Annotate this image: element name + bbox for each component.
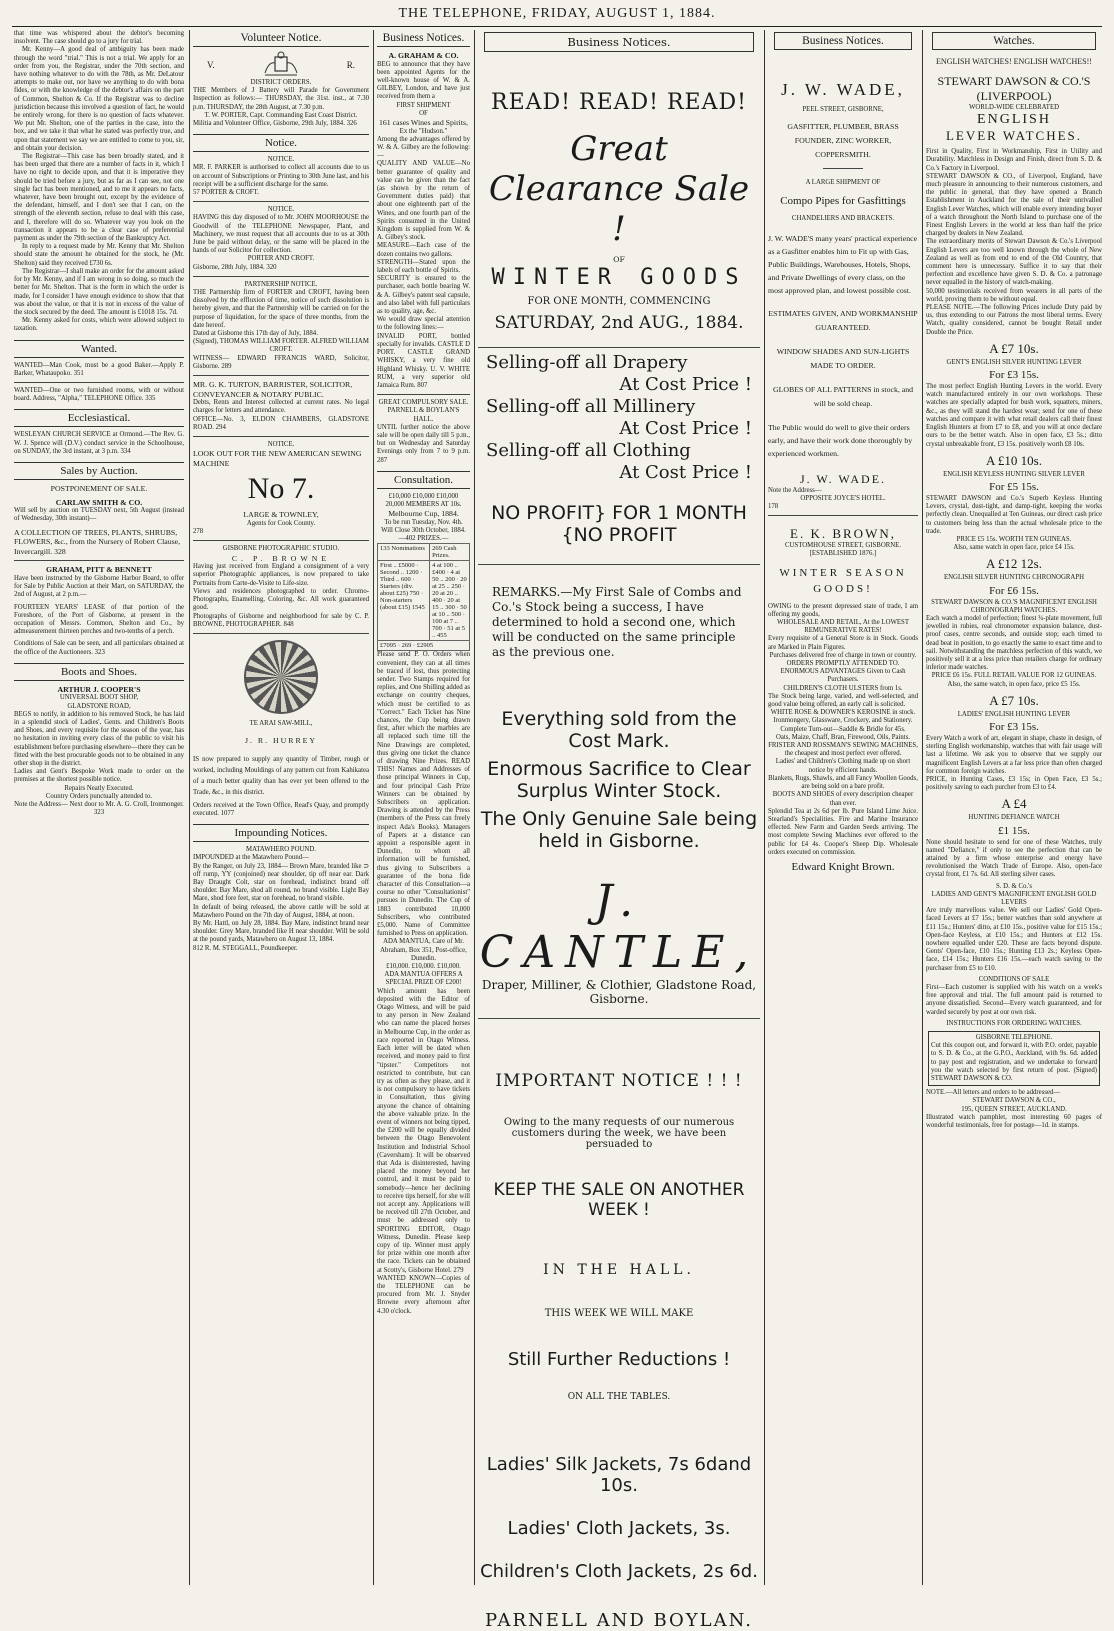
divider: [193, 540, 369, 541]
notice-label: NOTICE.: [267, 441, 295, 449]
english-watches: ENGLISH WATCHES! ENGLISH WATCHES!!: [936, 57, 1092, 66]
window-shades: WINDOW SHADES AND SUN-LIGHTS MADE TO ORDER.: [776, 346, 910, 370]
watch-price: A £12 12s.: [986, 556, 1042, 572]
divider: [193, 201, 369, 202]
read-banner: READ! READ! READ!: [491, 90, 747, 115]
volunteer-signature: T. W. PORTER, Capt. Commanding East Coast District.: [204, 111, 358, 119]
brown-text: The Stock being large, varied, and well-selected, and good value being offered, an early call is solicited.: [768, 692, 918, 709]
lever-watches: LEVER WATCHES.: [945, 128, 1083, 144]
notice-label: PARTNERSHIP NOTICE.: [244, 280, 318, 288]
agent-subtitle: Agents for Cook County.: [246, 520, 316, 528]
sacrifice-line: Enormous Sacrifice to Clear Surplus Winter Stock.: [487, 757, 751, 802]
coat-of-arms-icon: [261, 51, 301, 79]
firm-text: We would draw special attention to the following lines:—: [377, 316, 470, 332]
wholesale: WHOLESALE AND RETAIL, At the LOWEST REMUNERATIVE RATES!: [777, 619, 909, 635]
divider: [377, 394, 470, 395]
selling-item: Selling-off all Millinery: [486, 395, 696, 417]
impound-text: By Mr. Hattl, on July 28, 1884. Bay Mare, indistinct brand near shoulder. Grey Mare, branded like H near shoulder. Will be sold at the pound yards, Matawhero on August 13, 1884.: [193, 919, 369, 944]
silk-jackets: Ladies' Silk Jackets, 7s 6dand 10s.: [486, 1453, 752, 1496]
section-heading-boots: Boots and Shoes.: [14, 663, 184, 681]
impound-signature: 812 R. M. STEGGALL, Poundkeeper.: [193, 944, 298, 952]
cost-price: At Cost Price !: [619, 417, 752, 439]
watch-text: The extraordinary merits of Stewart Dawson & Co.'s Liverpool English Levers are too well known through the whole of New Zealand as well as from end to end of the Old Country, that comment here is unnecessary. Suffice it to say that their perfection and excellence have given S. D. & Co. a patronage never equalled in the history of watch-making.: [926, 238, 1102, 287]
brown-text: Oats, Maize, Chaff, Bran, Firewood, Oils, Paints.: [775, 733, 911, 741]
watch-name: GENT'S ENGLISH SILVER HUNTING LEVER: [946, 358, 1082, 366]
notice-label: NOTICE.: [267, 156, 295, 164]
column-heading: Volunteer Notice.: [193, 30, 369, 47]
divider: [193, 276, 369, 277]
column-wade-brown: [768, 30, 918, 1585]
news-paragraph: In reply to a request made by Mr. Kenny that Mr. Shelton should state the amount he obtained for the stock, he (Mr. Shelton) said they received £730 6s.: [14, 243, 184, 267]
coupon-text: Cut this coupon out, and forward it, with P.O. order, payable to S. D. & Co., at the G.P.O., Auckland, with 9s. 6d. added to pay post and registration, and we undertake to forward you the watch selected by first return of post. (Signed) STEWART DAWSON & CO.: [931, 1042, 1097, 1083]
column-divider: [373, 30, 374, 1585]
cup-date: To be run Tuesday, Nov. 4th.: [384, 518, 463, 526]
cost-mark-line: Everything sold from the Cost Mark.: [501, 707, 737, 752]
sawmill-orders: Orders received at the Town Office, Read's Quay, and promptly executed. 1077: [193, 801, 369, 817]
column-heading: Business Notices.: [484, 32, 754, 52]
important-notice: IMPORTANT NOTICE ! ! !: [495, 1070, 743, 1091]
section-heading-notice: Notice.: [193, 134, 369, 152]
pound-name: MATAWHERO POUND.: [246, 846, 316, 854]
brown-text: Ladies' and Children's Clothing made up on short notice by efficient hands.: [775, 758, 911, 774]
special-prize-text: Which amount has been deposited with the Editor of Otago Witness, and will be paid to any person in New Zealand who can name the placed horses in Melbourne Cup, in the order as race reported in Otago Witness. Each letter will be dated when received, and money paid to first "tipster." Competitors not restricted to contribute, but can try as often as they please, and it is not compulsory to have tickets in Consultation, thus giving anyone the chance of obtaining the above valuable prize. In the event of winners not being tipped, the £200 will be equally divided between the Otago Benevolent Institution and Industrial School (Caversham). It will be observed that Ada is disinterested, having placed the money beyond her control, and it must be paid to somebody—hence her declining to receive tips herself, for she will not accept any. Applications will be received till 27th October, and must be addressed only to SPORTING EDITOR, Otago Witness, Dunedin. Please keep copy of tip. Winner must apply for prize within one month after the race. Tickets can be obtained at Scotty's, Gisborne Hotel. 279: [377, 987, 470, 1274]
photographer-name: C. P. BROWNE: [231, 553, 331, 563]
auction-text: Have been instructed by the Gisborne Harbor Board, to offer for Sale by Public Auction at their Mart, on SATURDAY, the 2nd of August, at 2 p.m.—: [14, 574, 184, 599]
sale-venue: PARNELL & BOYLAN'S HALL.: [387, 407, 460, 423]
watch-price: A £7 10s.: [989, 340, 1039, 356]
ad-number: 178: [768, 503, 779, 511]
sale-text: UNTIL further notice the above sale will be open daily till 5 p.m., but on Wednesday and Saturday Evenings only from 7 to 9 p.m. 287: [377, 423, 470, 464]
saw-blade-icon: [244, 640, 318, 714]
district-orders: DISTRICT ORDERS.: [250, 79, 312, 86]
brown-text: FRISTER AND ROSSMAN'S SEWING MACHINES, the cheapest and most perfect ever offered.: [768, 742, 918, 758]
sdc-address: 195, QUEEN STREET, AUCKLAND.: [961, 1105, 1067, 1113]
firm-text: INVALID PORT, bottled specially for invalids. CASTLE D PORT. CASTLE GRAND WHISKY, a very fine old Highland Whisky. U. V. WHITE RUM, a very superior old Jamaica Rum. 807: [377, 332, 470, 389]
volunteer-office: Militia and Volunteer Office, Gisborne, 29th July, 1884. 326: [193, 120, 357, 128]
shipment-label: A LARGE SHIPMENT OF: [805, 179, 881, 187]
brown-text: Every requisite of a General Store is in Stock. Goods are Marked in Plain Figures.: [768, 635, 918, 651]
firm-text: STRENGTH—Stated upon the labels of each bottle of Spirits.: [377, 258, 470, 275]
auction-lot: A COLLECTION OF TREES, PLANTS, SHRUBS, FLOWERS, &c., from the Nursery of Robert Clause, Invercargill. 328: [14, 527, 181, 556]
divider: [478, 347, 760, 348]
auction-lot: FOURTEEN YEARS' LEASE of that portion of the Foreshore, of the Port of Gisborne, at present in the occupation of Messrs. Common, Shelton and Co., by admeasurement thirteen perches and two-tenths of a perch.: [14, 603, 184, 636]
divider: [823, 168, 863, 169]
studio-text: Views and residences photographed to order. Chromo-Photographs, Enamelling, Coloring, &c. All work guaranteed good.: [193, 587, 369, 612]
prize-amount: £10,000 £10,000 £10,000: [388, 492, 459, 500]
shop-text: Ladies and Gent's Bespoke Work made to order on the premises at the shortest possible notice.: [14, 768, 184, 784]
table-cell: 4 at 100 .. £400 · 4 at 50 .. 200 · 20 at 25 .. 250 · 20 at 20 .. 400 · 20 at 15 .. 300 · 50 at 10 .. 500 · 100 at 7 .. 700 · 51 at 5 .. 455: [430, 561, 470, 641]
prize-table: [377, 543, 470, 651]
hall-label: IN THE HALL.: [543, 1261, 695, 1278]
clearance-sale-title: Great Clearance Sale !: [488, 129, 750, 249]
studio-text: Photographs of Gisborne and neighborhood for sale by C. P. BROWNE, PHOTOGRAPHER. 848: [193, 612, 369, 628]
news-paragraph: Mr. Kenny asked for costs, which were allowed subject to taxation.: [14, 317, 184, 333]
column-heading: Business Notices.: [774, 32, 912, 50]
impound-text: IMPOUNDED at the Matawhero Pound—: [193, 854, 309, 862]
watch-text: PRICE £6 15s. FULL RETAIL VALUE FOR 12 GUINEAS.: [931, 672, 1097, 680]
watch-price: A £4: [1001, 796, 1027, 812]
no-profit-banner: NO PROFIT} FOR 1 MONTH {NO PROFIT: [491, 501, 747, 546]
notice-text: HAVING this day disposed of to Mr. JOHN MOORHOUSE the Goodwill of the TELEPHONE Newspaper, Plant, and Machinery, we must request that all accounts due to us at 30th June be paid without delay, or the same will be placed in the hands of our Solicitor for collection.: [193, 214, 369, 255]
watch-text: Illustrated watch pamphlet, most interesting 60 pages of wonderful testimonials, free for postage—1d. in stamps.: [926, 1113, 1102, 1130]
watch-text: PLEASE NOTE.—The following Prices include Duty paid by us, thus extending to our Patrons the most liberal terms. Every Watch, quality considered, cannot be bought Retail under Double the Price.: [926, 304, 1102, 336]
news-paragraph: Mr. Kenny—A good deal of ambiguity has been made through the word "trial." This is not a trial. We apply for an order from you, the Registrar, under the 70th section, and have nothing whatever to do with the 78th, as Mr. DeLatour attempts to make out, nor have we anything to do with bona fides, or with the knowledge of the debtor's affairs on the part of Common, Shelton & Co. If the Registrar was to decline jurisdiction because this involved a question of fact, he would be entirely wrong, for there is no question of facts whatever. We put Mr. Shelton, one of the parties in the case, into the box, and we take it that what he stated was perfectly true, and upon that statement we say we are entitled to come to you, sir, and obtain your decision.: [14, 46, 184, 152]
remarks-text: REMARKS.—My First Sale of Combs and Co.'s Stock being a success, I have determined to hold a second one, which will be conducted on the same principle as the previous one.: [492, 584, 742, 659]
watch-text: Are truly marvellous value. We sell our Ladies' Gold Open-faced Levers at £7 15s.; better watches than sold anywhere at £11 15s.; Hunters' ditto, at £10 15s., positive value for £15 15s.; Open-face Keyless, at £10 15s.; and Hunters at £12 15s. nowhere equalled under £20. These are facts beyond dispute. Gents' Open-face, £10 15s.; Hunting £13 2s.; Keyless Open-face, £14 15s.; Hunters £16 15s.—each watch saving to the purchaser from £5 to £10.: [926, 907, 1102, 972]
conditions-heading: CONDITIONS OF SALE: [978, 975, 1050, 983]
section-heading-consultation: Consultation.: [377, 471, 470, 489]
keep-sale-banner: KEEP THE SALE ON ANOTHER WEEK !: [493, 1179, 745, 1220]
solicitor-office: OFFICE—No. 3, ELDON CHAMBERS, GLADSTONE ROAD. 294: [193, 415, 369, 431]
column-divider: [474, 30, 475, 1585]
brown-text: CHILDREN'S CLOTH ULSTERS from 1s.: [783, 684, 903, 692]
firm-text: Among the advantages offered by W. & A. Gilbey are the following:—: [377, 135, 470, 160]
coupon-box[interactable]: [928, 1031, 1100, 1086]
estimates: ESTIMATES GIVEN, AND WORKMANSHIP GUARANTEED.: [768, 308, 918, 332]
watch-text: Every Watch a work of art, elegant in shape, chaste in design, of sterling English workmanship, watches that with fair usage will last a lifetime. We ask you to observe that we supply our magnificent English Levers at a far less price than often charged for common foreign watches.: [926, 734, 1102, 775]
stewart-dawson: STEWART DAWSON & CO.'S (LIVERPOOL): [937, 74, 1091, 103]
crest-letter: R.: [346, 60, 355, 70]
brown-text: OWING to the present depressed state of trade, I am offering my goods,: [768, 602, 918, 618]
volunteer-text: THE Members of J Battery will Parade for Government Inspection as follows:— THURSDAY, the 31st. inst., at 7.30 p.m. THURSDAY, the 28th August, at 7.30 p.m.: [193, 87, 369, 111]
selling-item: Selling-off all Drapery: [486, 351, 688, 373]
firm-text: BEG to announce that they have been appointed Agents for the well-known house of W. & A. GILBEY, London, and have just received from them a: [377, 60, 470, 101]
watch-price: A £10 10s.: [986, 452, 1042, 468]
parnell-boylan: PARNELL AND BOYLAN.: [485, 1609, 753, 1631]
ad-number: 278: [193, 528, 204, 536]
world-wide: WORLD-WIDE CELEBRATED: [968, 104, 1060, 111]
notice-text: THE Partnership firm of FORTER and CROFT, having been dissolved by the effluxion of time, notice of such dissolution is hereby given, and that the Partnership will be carried on for the purpose of liquidation, for the space of three months, from the date hereof.: [193, 289, 369, 329]
classified-ad: WANTED—One or two furnished rooms, with or without board. Address, "Alpha," TELEPHONE Office. 335: [14, 386, 184, 403]
compo-pipes: Compo Pipes for Gasfittings: [780, 195, 906, 208]
sdc-name: STEWART DAWSON & CO.,: [972, 1097, 1056, 1105]
section-heading-wanted: Wanted.: [14, 340, 184, 358]
auctioneer-name: GRAHAM, PITT & BENNETT: [46, 565, 152, 575]
table-cell: First .. £5000 · Second .. 1200 · Third .. 600 · Starters (div. about £25) 750 · Non-starters (about £15) 1545: [378, 561, 430, 641]
notice-signature: PORTER AND CROFT.: [247, 255, 315, 263]
shop-text: BEGS to notify, in addition to his removed Stock, he has laid in a splendid stock of Ladies', Gents. and Children's Boots and Shoes, and every requisite for the season of the year, has no hesitation in inviting every class of the public to visit his establishment before purchasing elsewhere—there they can be fitted with the best procurable goods not to be obtained in any other shop in the district.: [14, 710, 184, 767]
note-address: Note the Address—: [768, 486, 822, 494]
impound-text: By the Ranger, on July 23, 1884— Brown Mare, branded like ⊃ off rump, YY (conjoined) near shoulder, tip off near ear. Dark Bay Draught Colt, star on forehead, indistinct brand off shoulder. Bay Mare, shod all round, no brand visible. Light Bay Mare, shod fore feet, star on forehead, no brand visible.: [193, 862, 369, 903]
studio-text: Having just received from England a consignment of a very superior Photographic appliances, is now prepared to take Portraits from Carte-de-Visite to Life-size.: [193, 563, 369, 587]
notice-date: Gisborne, 28th July, 1884. 320: [193, 263, 277, 271]
cantle-trade: Draper, Milliner, & Clothier, Gladstone Road, Gisborne.: [481, 977, 757, 1006]
section-heading-ecclesiastical: Ecclesiastical.: [14, 409, 184, 427]
firm-name: A. GRAHAM & CO.: [388, 51, 459, 60]
owing-text: Owing to the many requests of our numerous customers during the week, we have been persuaded to: [503, 1116, 735, 1150]
watch-text: Each watch a model of perfection; finest ¾-plate movement, full jewelled in rubies, real chronometer expansion balance, dust-proof cases, centre seconds, and outside stop; each timed to dead beat in position, to go exactly the same to exact time and to sail. Notwithstanding the matchless perfection of this watch, we positively sell it at a less price than retailers charge for ordinary inferior made watches.: [926, 614, 1102, 672]
watch-price: A £7 10s.: [989, 692, 1039, 708]
watch-name: ENGLISH KEYLESS HUNTING SILVER LEVER: [943, 470, 1085, 478]
masthead-rule: [12, 26, 1102, 27]
shop-text: Country Orders punctually attended to.: [45, 792, 153, 800]
watch-text: PRICE £5 15s. WORTH TEN GUINEAS.: [956, 535, 1072, 543]
watch-name: LADIES' ENGLISH HUNTING LEVER: [957, 710, 1071, 718]
divider: [193, 633, 369, 634]
divider: [768, 515, 918, 516]
masthead: THE TELEPHONE, FRIDAY, AUGUST 1, 1884.: [398, 6, 716, 21]
column-notices: [193, 30, 369, 1585]
special-prize-heading: ADA MANTUA OFFERS A SPECIAL PRIZE OF £200!: [384, 971, 463, 987]
divider: [193, 436, 369, 437]
brown-text: ORDERS PROMPTLY ATTENDED TO.: [786, 660, 900, 668]
sewing-machine-ad: LOOK OUT FOR THE NEW AMERICAN SEWING MACHINE: [193, 449, 362, 468]
cost-price: At Cost Price !: [619, 373, 752, 395]
solicitor-text: Debts, Rents and Interest collected at current rates. No legal charges for letters and attendance.: [193, 399, 369, 415]
divider: [478, 1018, 760, 1019]
instructions-heading: INSTRUCTIONS FOR ORDERING WATCHES.: [946, 1019, 1082, 1027]
watch-text: STEWART DAWSON and Co.'s Superb Keyless Hunting Levers, crystal, dust-tight, and damp-tight, keeping the works perfectly clean. Unequalled at Ten Guineas, our direct cash price to customers being less than the actual wholesale price to the trade.: [926, 494, 1102, 535]
genuine-sale-line: The Only Genuine Sale being held in Gisborne.: [480, 807, 758, 852]
winter-season: WINTER SEASON GOODS!: [779, 566, 907, 595]
watch-text: STEWART DAWSON & CO., of Liverpool, England, have much pleasure in announcing to their numerous customers, and the public in general, that they have opened a Branch Establishment in Auckland for the sale of their unrivalled English Lever Watches, which will enable every intending buyer of a watch throughout the North Island to purchase one of the Finest English Levers in the world at less than half the price charged by dealers in New Zealand.: [926, 172, 1102, 238]
of-label: OF: [613, 255, 625, 264]
brown-text: ENORMOUS ADVANTAGES Given to Cash Purchasers.: [780, 668, 906, 684]
children-jackets: Children's Cloth Jackets, 2s 6d.: [480, 1560, 758, 1582]
notice-signature: 57 PORTER & CROFT.: [193, 189, 259, 197]
watch-text: First—Each customer is supplied with his watch on a week's free approval and trial. The full amount paid is returned to anyone dissatisfied. Second—Every watch guaranteed, and for warded securely by post at our own risk.: [926, 984, 1102, 1016]
brown-text: BOOTS AND SHOES of every description cheaper than ever.: [772, 791, 914, 807]
firm-text: MEASURE—Each case of the dozen contains two gallons.: [377, 242, 470, 258]
auctioneer-name: CARLAW SMITH & CO.: [55, 497, 143, 507]
watch-text: Also, same watch in open face, price £4 15s.: [953, 544, 1075, 552]
auction-text: Will sell by auction on TUESDAY next, 5th August (instead of Wednesday, 30th instant)—: [14, 507, 184, 523]
classified-ad: WANTED—Man Cook, must be a good Baker.—Apply P. Barker, Whataupoko. 351: [14, 361, 184, 377]
divider: [193, 375, 369, 376]
table-header: 133 Nominations: [378, 544, 430, 561]
divider: [478, 564, 760, 565]
wade-trades: GASFITTER, PLUMBER, BRASS FOUNDER, ZINC WORKER, COPPERSMITH.: [787, 122, 899, 160]
table-total: £7095 · 269 · £2905: [378, 641, 470, 651]
firm-text: QUALITY AND VALUE—No better guarantee of quality and value can be given than the fact (as shown by the return of Government duties paid) that about one eighteenth part of the Wines, and one fourth part of the Spirits consumed in the United Kingdom is supplied from W. & A. Gilbey's stock.: [377, 160, 470, 242]
notice-date: Dated at Gisborne this 17th day of July, 1884.: [193, 330, 318, 338]
watch-sale-price: For £3 15s.: [989, 720, 1039, 733]
cup-title: Melbourne Cup, 1884.: [388, 509, 459, 519]
wade-signature: J. W. WADE.: [799, 471, 887, 486]
shipment-label: FIRST SHIPMENT: [396, 101, 451, 109]
column-heading: Watches.: [932, 32, 1096, 50]
watch-name: ENGLISH SILVER HUNTING CHRONOGRAPH: [943, 574, 1085, 582]
section-heading-impounding: Impounding Notices.: [193, 824, 369, 842]
watch-sale-price: £1 15s.: [998, 824, 1030, 837]
number-seven: No 7.: [247, 472, 315, 506]
brown-text: WHITE ROSE & DOWNER'S KEROSINE in stock. Ironmongery, Glassware, Crockery, and Stationery. Complete Turn-out—Saddle & Bridle for 45s.: [770, 709, 916, 733]
cantle-name: J. CANTLE,: [479, 875, 759, 978]
established: [ESTABLISHED 1876.]: [809, 550, 877, 558]
cup-close: Will Close 30th October, 1884.: [381, 526, 466, 534]
brown-text: Purchases delivered free of charge in town or country.: [769, 651, 917, 659]
watch-text: NOTE.—All letters and orders to be addressed—: [926, 1089, 1061, 1097]
solicitor-name: MR. G. K. TURTON, BARRISTER, SOLICITOR, CONVEYANCER & NOTARY PUBLIC.: [193, 380, 353, 399]
watch-text: First in Quality, First in Workmanship, First in Utility and Durability. Matchless in Design and Finish, direct from S. D. & Co.'s Factory in Liverpool.: [926, 148, 1102, 172]
column-heading: Business Notices.: [377, 30, 470, 47]
brown-text: Blankets, Rugs, Shawls, and all Fancy Woollen Goods, are being sold on a bare profit.: [768, 774, 918, 791]
shop-name: ARTHUR J. COOPER'S: [57, 684, 141, 694]
globes: GLOBES OF ALL PATTERNS in stock, and will be sold cheap.: [773, 384, 913, 408]
church-notice: WESLEYAN CHURCH SERVICE at Ormond.—The Rev. G. W. J. Spence will (D.V.) conduct service in the Schoolhouse, on SUNDAY, the 3rd instant, at 3 p.m. 334: [14, 431, 184, 455]
table-header: 269 Cash Prizes.: [430, 544, 470, 561]
sd-label: S. D. & Co.'s: [996, 882, 1032, 890]
this-week-label: THIS WEEK WE WILL MAKE: [544, 1307, 694, 1319]
watch-text: STEWART DAWSON & CO.'S MAGNIFICENT ENGLISH CHRONOGRAPH WATCHES.: [931, 598, 1097, 614]
column-watches: [926, 30, 1102, 1585]
coupon-heading: GISBORNE TELEPHONE.: [975, 1034, 1053, 1042]
sawmill-owner: J. R. HURREY: [244, 736, 318, 746]
sale-heading: GREAT COMPULSORY SALE.: [378, 399, 469, 407]
impound-text: In default of being released, the above cattle will be sold at Matawhero Pound on the 7th day of August, 1884, at noon.: [193, 903, 369, 919]
sale-period: FOR ONE MONTH, COMMENCING: [527, 295, 711, 307]
brown-text: Splendid Tea at 2s 6d per lb. Pure Island Lime Juice. Stearland's Specialities. Fire and Marine Insurance effected. New Farm and Garden Seeds arriving. The most complete Sewing Machines ever offered to the public for £4 4s. Cooper's Sheep Dip. Wholesale orders executed on commission.: [768, 807, 918, 856]
edward-knight-brown: Edward Knight Brown.: [791, 860, 895, 873]
royal-crest: [193, 51, 369, 79]
watch-sale-price: For £6 15s.: [989, 584, 1039, 597]
agent-name: LARGE & TOWNLEY,: [243, 510, 319, 520]
wade-text: J. W. WADE'S many years' practical experience as a Gasfitter enables him to Fit up with Gas, Public Buildings, Warehouses, Hotels, Shops, and Private Dwellings of every class, on the most approved plan, and lowest possible cost.: [768, 233, 918, 295]
studio-heading: GISBORNE PHOTOGRAPHIC STUDIO.: [222, 545, 340, 553]
column-news: [14, 30, 184, 1585]
notice-label: NOTICE.: [267, 206, 295, 214]
selling-item: Selling-off all Clothing: [486, 439, 691, 461]
members-label: 20,000 MEMBERS AT 10s.: [385, 500, 462, 508]
brown-name: E. K. BROWN,: [790, 526, 896, 542]
watch-sale-price: For £3 15s.: [989, 369, 1039, 382]
column-divider: [922, 30, 923, 1585]
watch-text: None should hesitate to send for one of these Watches, truly named "Defiance," if only to see the perfection that can be attained by a firm whose enterprise and energy have revolutionised the Watch Trade of Europe. Also, open-face crystal front, £1 7s. 6d. All sterling silver cases.: [926, 838, 1102, 879]
news-paragraph: that time was whispered about the debtor's becoming insolvent. The case should go to a jury for trial.: [14, 30, 184, 46]
column-divider: [764, 30, 765, 1585]
public-advice: The Public would do well to give their orders early, and have their work done thoroughly by experienced workmen.: [768, 422, 913, 458]
joyce-hotel: OPPOSITE JOYCE'S HOTEL.: [800, 494, 886, 502]
wade-address: PEEL STREET, GISBORNE,: [802, 106, 884, 113]
column-cantle-ad: [478, 30, 760, 1631]
consultation-sign: ADA MANTUA, Care of Mr. Abraham, Box 351, Post-office, Dunedin.: [380, 938, 467, 962]
column-divider: [189, 30, 190, 1585]
notice-text: MR. F. PARKER is authorised to collect all accounts due to us on account of Subscriptions or Printing to 30th June last, and his receipt will be a sufficient discharge for the same.: [193, 164, 369, 188]
english-label: ENGLISH: [977, 112, 1051, 128]
news-paragraph: The Registrar—I shall make an order for the amount asked for by Mr. Kenny, and if I am wrong in so doing, so much the better for Mr. Shelton. That is the form in which the order is made, for I consider I have enough evidence to show that that was about the value, or that it is not in excess of the value of the stock secured by the deed. The amount is £1018 15s. 7d.: [14, 267, 184, 316]
reductions-banner: Still Further Reductions !: [507, 1348, 731, 1370]
divider: [14, 382, 184, 383]
sawmill-heading: TE ARAI SAW-MILL,: [249, 719, 313, 727]
of-label: OF: [419, 109, 428, 117]
wade-name: J. W. WADE,: [781, 80, 905, 99]
shop-text: Repairs Neatly Executed.: [64, 784, 134, 792]
watch-name: HUNTING DEFIANCE WATCH: [968, 814, 1060, 822]
crest-letter: V.: [207, 60, 215, 70]
notice-signature: (Signed), THOMAS WILLIAM FORTER. ALFRED WILLIAM CROFT.: [193, 338, 369, 354]
watch-text: Also, the same watch, in open face, price £5 15s.: [947, 680, 1081, 688]
cloth-jackets: Ladies' Cloth Jackets, 3s.: [507, 1517, 731, 1539]
news-paragraph: The Registrar—This case has been broadly stated, and it has been urged that there are a number of facts in it, which I have no right to decide upon, and that it is imperative they should be tried before a jury, but as far as I can see, not one single fact has been mentioned, and to me it appears no facts, whatever, have been brought out, except by the evidence of the defendant, himself, and I don't see that I can, on the strength of the eleventh section, refuse to deal with this case, and I, therefore will do so. Whatever way you look on the transaction it appears to be a clear case of preferential payment as under the 79th section of the Bankruptcy Act.: [14, 153, 184, 243]
prize-amount: £10,000. £10,000. £10,000.: [386, 963, 461, 971]
chandeliers: CHANDELIERS AND BRACKETS.: [791, 215, 895, 223]
notice-witness: WITNESS— EDWARD FFRANCIS WARD, Solicitor, Gisborne. 289: [193, 354, 369, 370]
firm-text: SECURITY is ensured to the purchaser, each bottle bearing W. & A. Gilbey's patent seal capsule, and also label with full particulars as to quality, age, &c.: [377, 275, 470, 316]
sale-date: SATURDAY, 2nd AUG., 1884.: [494, 312, 744, 333]
watch-sale-price: For £5 15s.: [989, 480, 1039, 493]
prizes-label: —402 PRIZES.—: [398, 535, 449, 543]
shop-address: GLADSTONE ROAD,: [67, 702, 131, 710]
tables-label: ON ALL THE TABLES.: [567, 1391, 671, 1402]
auction-conditions: Conditions of Sale can be seen, and all particulars obtained at the office of the Auctioneers. 323: [14, 640, 184, 656]
watch-text: PRICE, in Hunting Cases, £3 15s; in Open Face, £3 5s.; positively saving to each purcher from £3 to £4.: [926, 775, 1102, 792]
ship-name: Ex the "Hudson.": [399, 127, 448, 135]
cases-label: 161 cases Wines and Spirits,: [379, 118, 468, 128]
wanted-known: WANTED KNOWN—Copies of the TELEPHONE can be procured from Mr. J. Snyder Browne every afternoon after 4.30 o'clock.: [377, 1274, 470, 1315]
watch-text: The most perfect English Hunting Levers in the world. Every watch manufactured entirely in our own workshops. These watches are specially adapted for bush work, squatters, miners, &c., as they will stand the hardest wear; send for one of these watches and compare it with what retail dealers call their finest English Hunters at from £7 to £8, and you will at once declare ours to be the better watch. Also in open face, £3 5s.; ditto crystal unbreakable front, £3 15s. positively worth £8 10s.: [926, 383, 1102, 448]
column-business: [377, 30, 470, 1585]
winter-goods: WINTER GOODS: [491, 264, 747, 290]
shop-text: Note the Address— Next door to Mr. A. G. Croll, Ironmonger. 323: [14, 800, 184, 817]
cost-price: At Cost Price !: [619, 461, 752, 483]
divider: [14, 560, 184, 561]
sawmill-text: IS now prepared to supply any quantity of Timber, rough or worked, including Mouldings of any pattern cut from Kahikatea of a much better quality than has ever yet been offered to the Trade, &c., in this district.: [193, 755, 369, 796]
selling-list: [478, 352, 760, 484]
section-heading-auction: Sales by Auction.: [14, 462, 184, 480]
consultation-text: Please send P. O. Orders when convenient, they can at all times be traced if lost, thus protecting sender. Two Stamps required for replies, and One Shilling added as exchange on country cheques, which must be certified to as "Correct." Each Ticket has Nine chances, the Cup being drawn first, after which the marbles are all replaced such time till the Nine Drawings are completed, thus giving one ticket the chance of drawing Nine Prizes. READ THIS! Names and Addresses of those principal Winners in Cup, and four principal Cash Prize Winners can be obtained by Subscribers on application. Drawing is attended by the Press (members of the Press can freely inspect Ada's Books). Managers of Papers at a distance can appoint a responsible agent in Dunedin, to whom all information will be furnished, thus giving to Subscribers a guarantee of the bona fide character of this Consultation—a course no other "Consultationist" pursues in Dunedin. The Cup of 1883 contributed 10,000 Subscribers, who contributed £5,000. Name of Committee furnished to Press on application.: [377, 651, 470, 938]
shop-subtitle: UNIVERSAL BOOT SHOP,: [59, 694, 139, 702]
postponement-title: POSTPONEMENT OF SALE.: [50, 483, 148, 493]
watch-text: 50,000 testimonials received from wearers in all parts of the world, proving them to be without equal.: [926, 287, 1102, 303]
brown-address: CUSTOMHOUSE STREET, GISBORNE.: [784, 542, 902, 550]
gold-levers: LADIES AND GENT'S MAGNIFICENT ENGLISH GOLD LEVERS: [931, 890, 1097, 907]
